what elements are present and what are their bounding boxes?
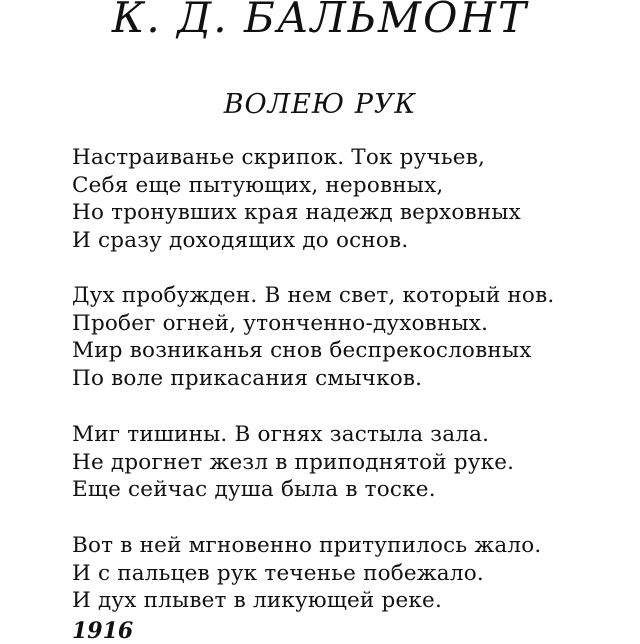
poem-year: 1916: [72, 618, 134, 644]
poem-line: И с пальцев рук теченье побежало.: [72, 560, 484, 586]
author-name: К. Д. БАЛЬМОНТ: [111, 0, 529, 42]
stanza-1: [72, 144, 632, 254]
poem-line: Настраиванье скрипок. Ток ручьев,: [72, 145, 486, 170]
poem-line: По воле прикасания смычков.: [72, 365, 423, 391]
poem-line: Миг тишины. В огнях застыла зала.: [72, 422, 490, 447]
poem-line: Пробег огней, утонченно-духовных.: [72, 310, 489, 336]
stanza-2: [72, 282, 632, 392]
poem-line: И дух плывет в ликующей реке.: [72, 588, 442, 613]
poem-line: Еще сейчас душа была в тоске.: [72, 477, 436, 502]
poem-line: Дух пробужден. В нем свет, который нов.: [72, 283, 555, 308]
poem-line: Но тронувших края надежд верховных: [72, 200, 521, 225]
stanza-4: [72, 532, 632, 615]
poem-line: Мир возниканья снов беспрекословных: [72, 338, 532, 363]
stanza-3: [72, 421, 632, 504]
poem-line: Не дрогнет жезл в приподнятой руке.: [72, 449, 515, 475]
poem-line: Вот в ней мгновенно притупилось жало.: [72, 533, 542, 558]
poem-line: И сразу доходящих до основ.: [72, 227, 409, 253]
poem-line: Себя еще пытующих, неровных,: [72, 172, 444, 198]
poem-title: ВОЛЕЮ РУК: [223, 89, 417, 120]
